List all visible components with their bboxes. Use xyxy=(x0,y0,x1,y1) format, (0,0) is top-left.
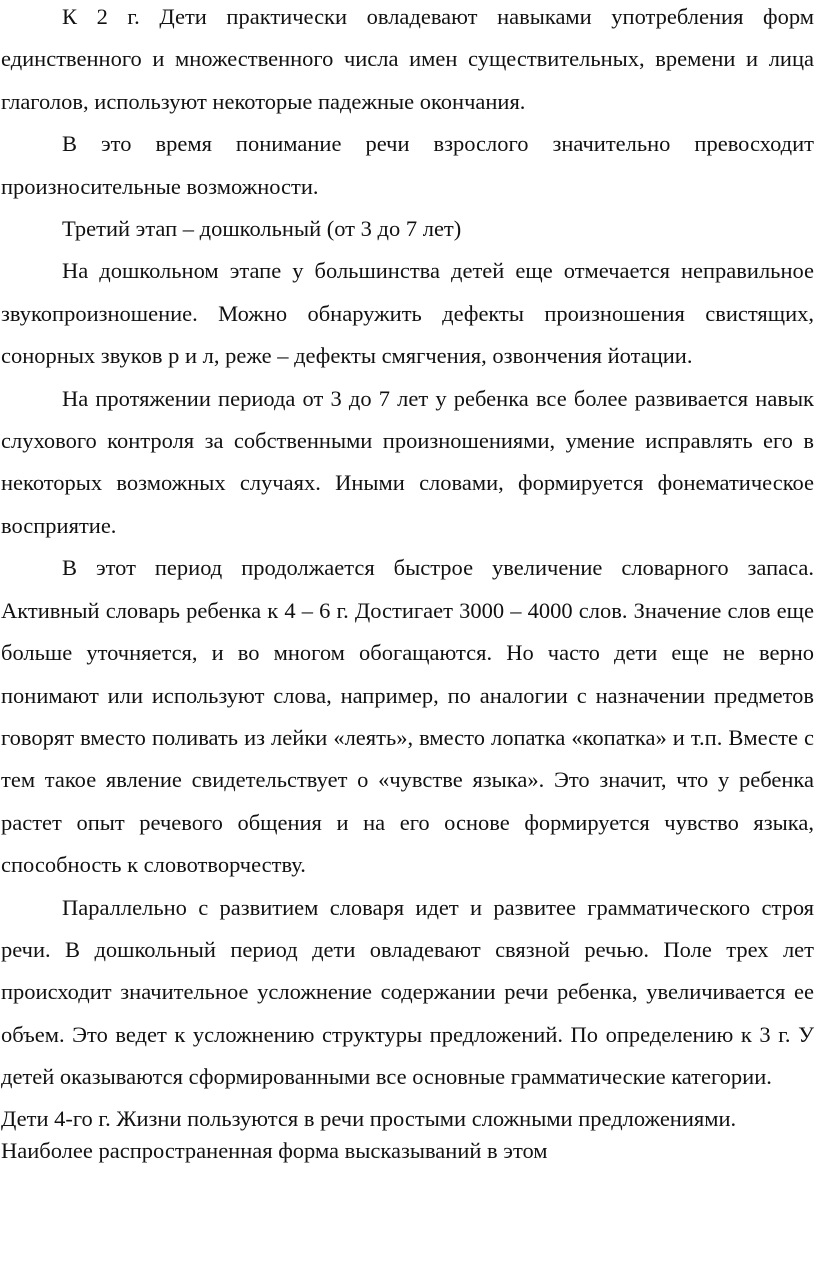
paragraph-speech-understanding: В это время понимание речи взрослого значительно превосходит произносительные возможности. xyxy=(1,131,814,199)
trailing-line-complex-sentences: Дети 4-го г. Жизни пользуются в речи простыми сложными предложениями. xyxy=(1,1105,737,1131)
paragraph-forms-age-2: К 2 г. Дети практически овладевают навыками употребления форм единственного и множественного числа имен существительных, времени и лица глаголов, используют некоторые падежные окончания. xyxy=(1,4,814,114)
paragraph-sound-pronunciation: На дошкольном этапе у большинства детей еще отмечается неправильное звукопроизношение. Можно обнаружить дефекты произношения свистящих, сонорных звуков р и л, реже – дефекты смягчения, озвончения йотации. xyxy=(1,258,814,369)
paragraph-auditory-control: На протяжении периода от 3 до 7 лет у ребенка все более развивается навык слухового контроля за собственными произношениями, умение исправлять его в некоторых возможных случаях. Иными словами, формируется фонематическое восприятие. xyxy=(1,385,814,538)
trailing-line-common-form: Наиболее распространенная форма высказываний в этом xyxy=(1,1137,548,1163)
paragraph-vocabulary-growth: В этот период продолжается быстрое увеличение словарного запаса. Активный словарь ребенка к 4 – 6 г. Достигает 3000 – 4000 слов. Значение слов еще больше уточняется, и во многом обогащаются. Но часто дети еще не верно понимают или используют слова, например, по аналогии с назначении предметов говорят вместо поливать из лейки «леять», вместо лопатка «копатка» и т.п. Вместе с тем такое явление свидетельствует о «чувстве языка». Это значит, что у ребенка растет опыт речевого общения и на его основе формируется чувство языка, способность к словотворчеству. xyxy=(1,555,814,878)
paragraph-grammar-development: Параллельно с развитием словаря идет и развитее грамматического строя речи. В дошкольный период дети овладевают связной речью. Поле трех лет происходит значительное усложнение содержании речи ребенка, увеличивается ее объем. Это ведет к усложнению структуры предложений. По определению к 3 г. У детей оказываются сформированными все основные грамматические категории. xyxy=(1,894,814,1090)
section-heading-preschool-stage: Третий этап – дошкольный (от 3 до 7 лет) xyxy=(62,216,462,242)
